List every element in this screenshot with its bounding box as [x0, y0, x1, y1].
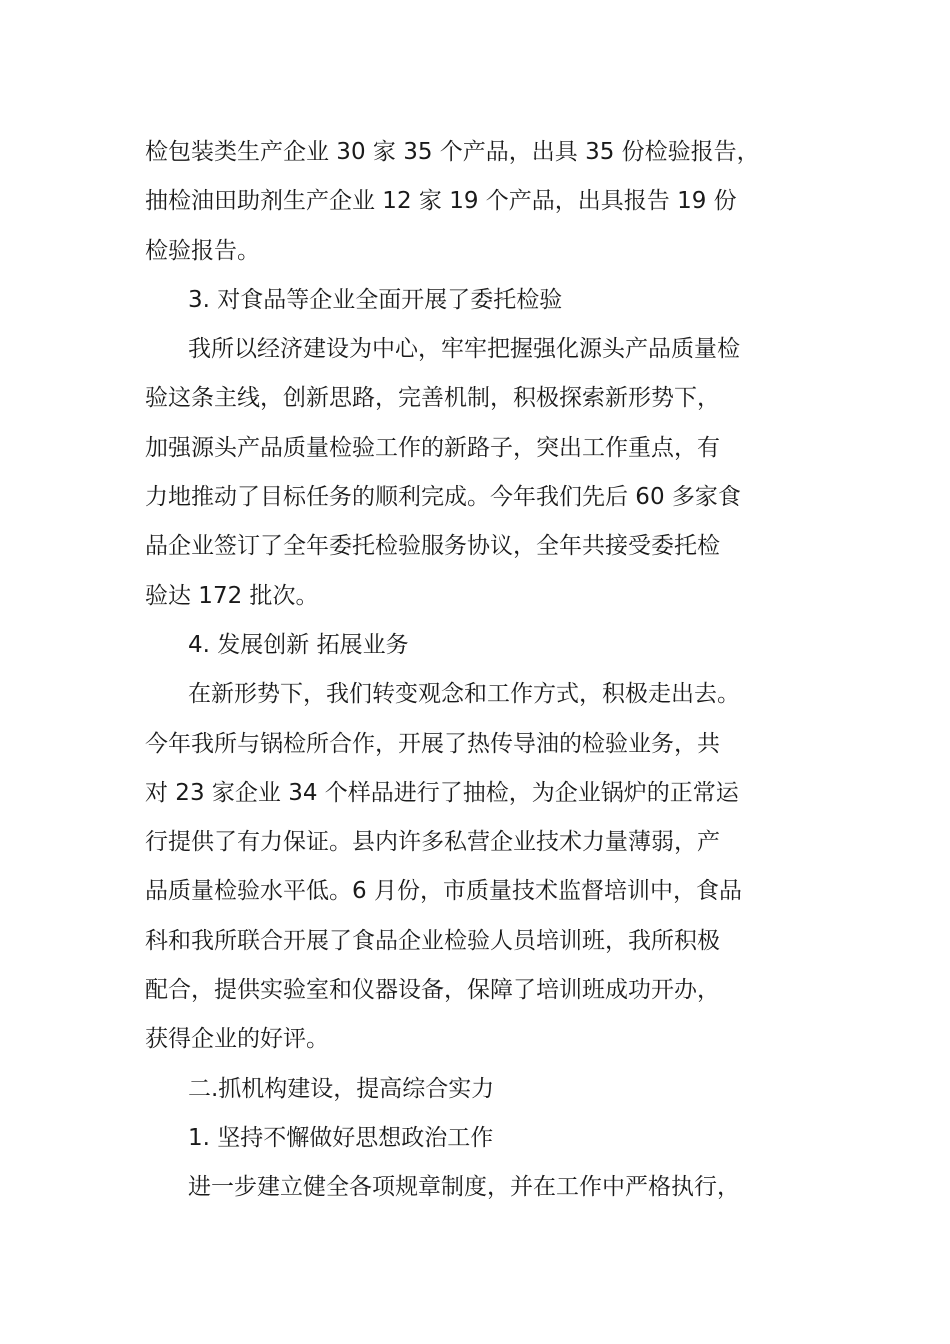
text-line: 配合，提供实验室和仪器设备，保障了培训班成功开办，: [145, 977, 720, 1004]
paragraph-start: 进一步建立健全各项规章制度，并在工作中严格执行，: [188, 1174, 740, 1201]
text-line: 验达 172 批次。: [145, 582, 319, 609]
text-line: 对 23 家企业 34 个样品进行了抽检，为企业锅炉的正常运: [145, 779, 739, 806]
text-line: 检包装类生产企业 30 家 35 个产品，出具 35 份检验报告，: [145, 139, 760, 165]
text-line: 行提供了有力保证。县内许多私营企业技术力量薄弱，产: [145, 829, 720, 856]
text-line: 品质量检验水平低。6 月份，市质量技术监督培训中，食品: [145, 878, 742, 905]
text-line: 验这条主线，创新思路，完善机制，积极探索新形势下，: [145, 385, 720, 412]
paragraph-start: 在新形势下，我们转变观念和工作方式，积极走出去。: [188, 681, 740, 708]
section-heading: 3. 对食品等企业全面开展了委托检验: [188, 286, 563, 313]
text-line: 品企业签订了全年委托检验服务协议，全年共接受委托检: [145, 533, 720, 560]
text-line: 获得企业的好评。: [145, 1026, 329, 1053]
text-line: 加强源头产品质量检验工作的新路子，突出工作重点，有: [145, 434, 720, 461]
document-body: [145, 128, 835, 1213]
text-line: 今年我所与锅检所合作，开展了热传导油的检验业务，共: [145, 730, 720, 757]
text-line: 力地推动了目标任务的顺利完成。今年我们先后 60 多家食: [145, 484, 741, 511]
text-line: 抽检油田助剂生产企业 12 家 19 个产品，出具报告 19 份: [145, 188, 737, 215]
section-heading: 4. 发展创新 拓展业务: [188, 631, 409, 658]
chapter-heading: 二.抓机构建设，提高综合实力: [188, 1075, 495, 1102]
paragraph-start: 我所以经济建设为中心，牢牢把握强化源头产品质量检: [188, 336, 740, 363]
text-line: 科和我所联合开展了食品企业检验人员培训班，我所积极: [145, 927, 720, 954]
section-heading: 1. 坚持不懈做好思想政治工作: [188, 1124, 494, 1151]
text-line: 检验报告。: [145, 237, 260, 264]
